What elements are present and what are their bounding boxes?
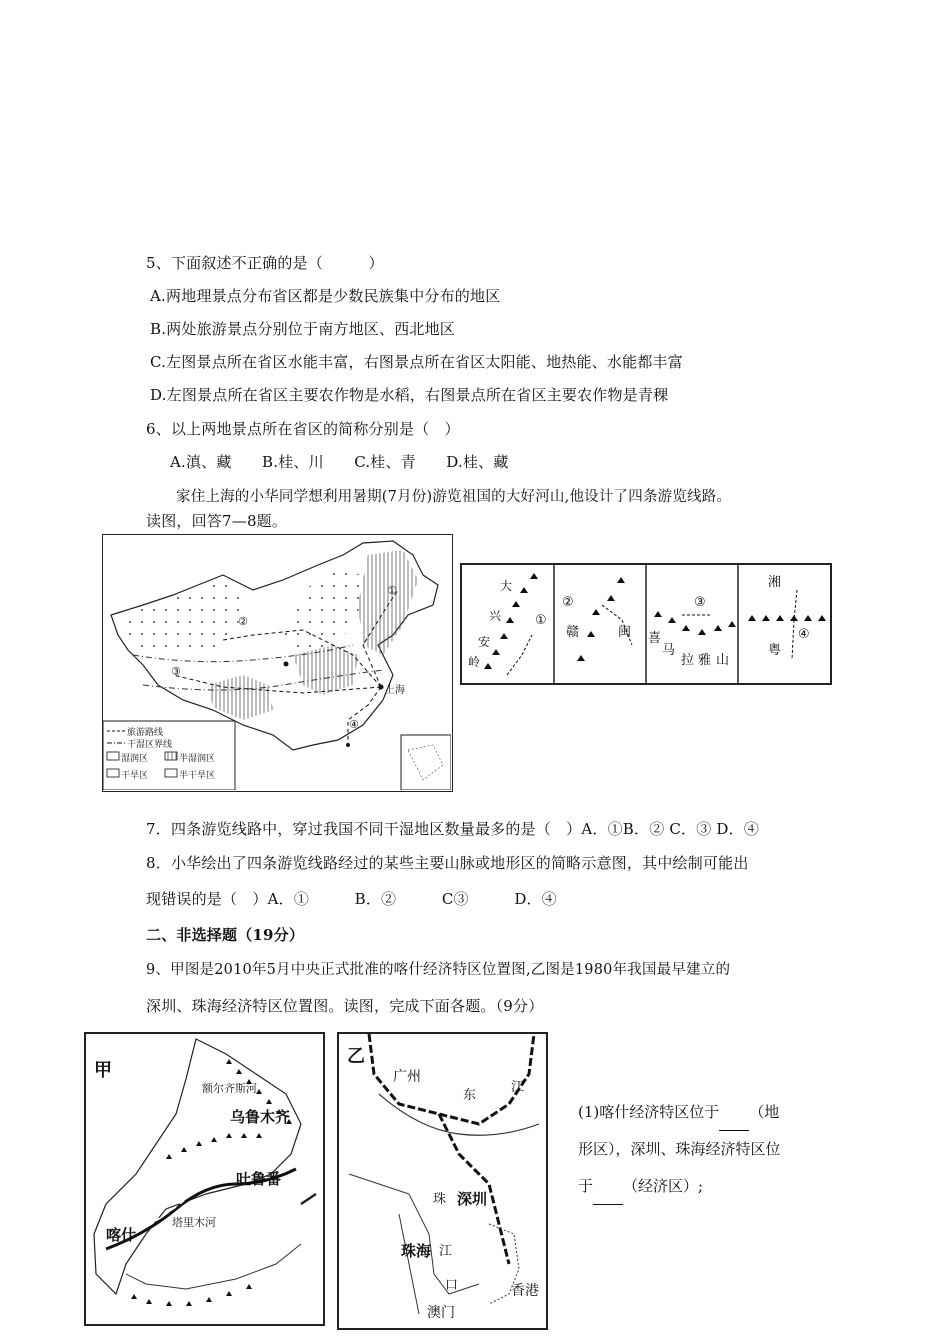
answer-blank-economic-zone[interactable] <box>593 1190 623 1205</box>
route-2-label: ② <box>238 615 248 628</box>
city-shenzhen: 深圳 <box>457 1190 488 1208</box>
map-jia-label: 甲 <box>94 1060 112 1081</box>
q9-line2: 深圳、珠海经济特区位置图。读图，完成下面各题。（9分） <box>146 997 544 1015</box>
sketch-1-char-2: 兴 <box>489 609 502 623</box>
legend-semiarid: 半干旱区 <box>179 771 216 781</box>
china-dry-wet-map <box>102 534 453 792</box>
legend-route: 旅游路线 <box>127 728 164 738</box>
q5-option-a: A.两地理景点分布省区都是少数民族集中分布的地区 <box>150 287 501 305</box>
sketch-2-min: 闽 <box>618 625 632 640</box>
q5-option-b: B.两处旅游景点分别位于南方地区、西北地区 <box>150 320 455 338</box>
river-erqisi: 额尔齐斯河 <box>202 1082 257 1095</box>
route-1-label: ① <box>387 584 397 597</box>
sketch-3-char-2: 马 <box>662 643 676 658</box>
q7: 7．四条游览线路中，穿过我国不同干湿地区数量最多的是（ ）A．①B．② C．③ D．④ <box>146 820 760 838</box>
map-yi-shenzhen-zhuhai <box>337 1032 548 1330</box>
q8-line1: 8．小华绘出了四条游览线路经过的某些主要山脉或地形区的简略示意图，其中绘制可能出 <box>146 854 749 872</box>
q5-stem: 5、下面叙述不正确的是（ ） <box>146 254 384 272</box>
q8-line2: 现错误的是（ ）A．① B．② C③ D．④ <box>146 890 557 908</box>
legend-arid: 干旱区 <box>121 771 149 781</box>
q9-1-text-c: 形区），深圳、珠海经济特区位 <box>578 1140 781 1158</box>
sketch-3-char-4: 雅 <box>698 653 712 668</box>
q9-part-1 <box>578 1094 818 1205</box>
legend-semihumid: 半湿润区 <box>179 754 216 764</box>
sketch-1-char-3: 安 <box>478 635 491 649</box>
city-urumqi: 乌鲁木齐 <box>230 1108 291 1126</box>
legend-boundary: 干湿区界线 <box>127 740 173 750</box>
sketch-3-char-1: 喜 <box>648 631 662 646</box>
city-hongkong: 香港 <box>511 1283 539 1299</box>
sketch-4-yue: 粤 <box>768 643 782 658</box>
q5-option-d: D.左图景点所在省区主要农作物是水稻，右图景点所在省区主要农作物是青稞 <box>150 386 669 404</box>
city-kashi: 喀什 <box>106 1226 137 1244</box>
sketch-3-mark: ③ <box>694 595 706 610</box>
sketch-4-mark: ④ <box>798 627 810 642</box>
q9-1-text-a: (1)喀什经济特区位于 <box>578 1103 720 1121</box>
sketch-3-char-3: 拉 <box>681 653 695 668</box>
q9-1-text-b: （地 <box>749 1103 780 1121</box>
china-map-drawing <box>103 535 451 790</box>
map-yi-label: 乙 <box>347 1046 365 1067</box>
route-sketches <box>460 563 832 685</box>
sketch-1-mark: ① <box>535 613 547 628</box>
sketch-2-gan: 赣 <box>566 625 580 640</box>
river-tarim: 塔里木河 <box>172 1216 216 1229</box>
legend-humid: 湿润区 <box>121 754 149 764</box>
map-jia-kashi <box>84 1032 325 1326</box>
route-4-label: ④ <box>349 718 359 731</box>
map-jia-drawing <box>86 1034 323 1324</box>
city-macau: 澳门 <box>427 1305 455 1321</box>
sketch-3-char-5: 山 <box>716 653 730 668</box>
sketch-4-xiang: 湘 <box>768 575 782 590</box>
river-jiang: 江 <box>511 1080 525 1095</box>
river-dong: 东 <box>463 1088 477 1103</box>
city-zhuhai: 珠海 <box>401 1242 432 1260</box>
q9-1-text-e: （经济区）; <box>623 1177 704 1195</box>
q5-option-c: C.左图景点所在省区水能丰富，右图景点所在省区太阳能、地热能、水能都丰富 <box>150 353 683 371</box>
city-turpan: 吐鲁番 <box>236 1170 282 1188</box>
route-3-label: ③ <box>171 665 181 678</box>
pearl-zhu: 珠 <box>433 1192 447 1207</box>
q6-options: A.滇、藏 B.桂、川 C.桂、青 D.桂、藏 <box>170 453 509 471</box>
pearl-jiang: 江 <box>439 1244 453 1259</box>
pearl-kou: 口 <box>445 1278 459 1293</box>
q9-line1: 9、甲图是2010年5月中央正式批准的喀什经济特区位置图,乙图是1980年我国最早建立的 <box>146 962 731 978</box>
q6-stem: 6、以上两地景点所在省区的简称分别是（ ） <box>146 420 460 438</box>
intro-7-8-line1: 家住上海的小华同学想利用暑期(7月份)游览祖国的大好河山,他设计了四条游览线路。 <box>176 489 732 505</box>
section-2-title: 二、非选择题（19分） <box>146 926 305 944</box>
sketch-2-mark: ② <box>562 595 574 610</box>
intro-7-8-line2: 读图，回答7—8题。 <box>146 512 288 530</box>
q9-1-text-d: 于 <box>578 1177 594 1195</box>
city-shanghai: 上海 <box>385 685 405 696</box>
answer-blank-landform[interactable] <box>719 1116 749 1131</box>
city-guangzhou: 广州 <box>393 1069 421 1085</box>
sketch-1-char-4: 岭 <box>468 655 481 669</box>
sketch-1-char-1: 大 <box>500 579 513 593</box>
